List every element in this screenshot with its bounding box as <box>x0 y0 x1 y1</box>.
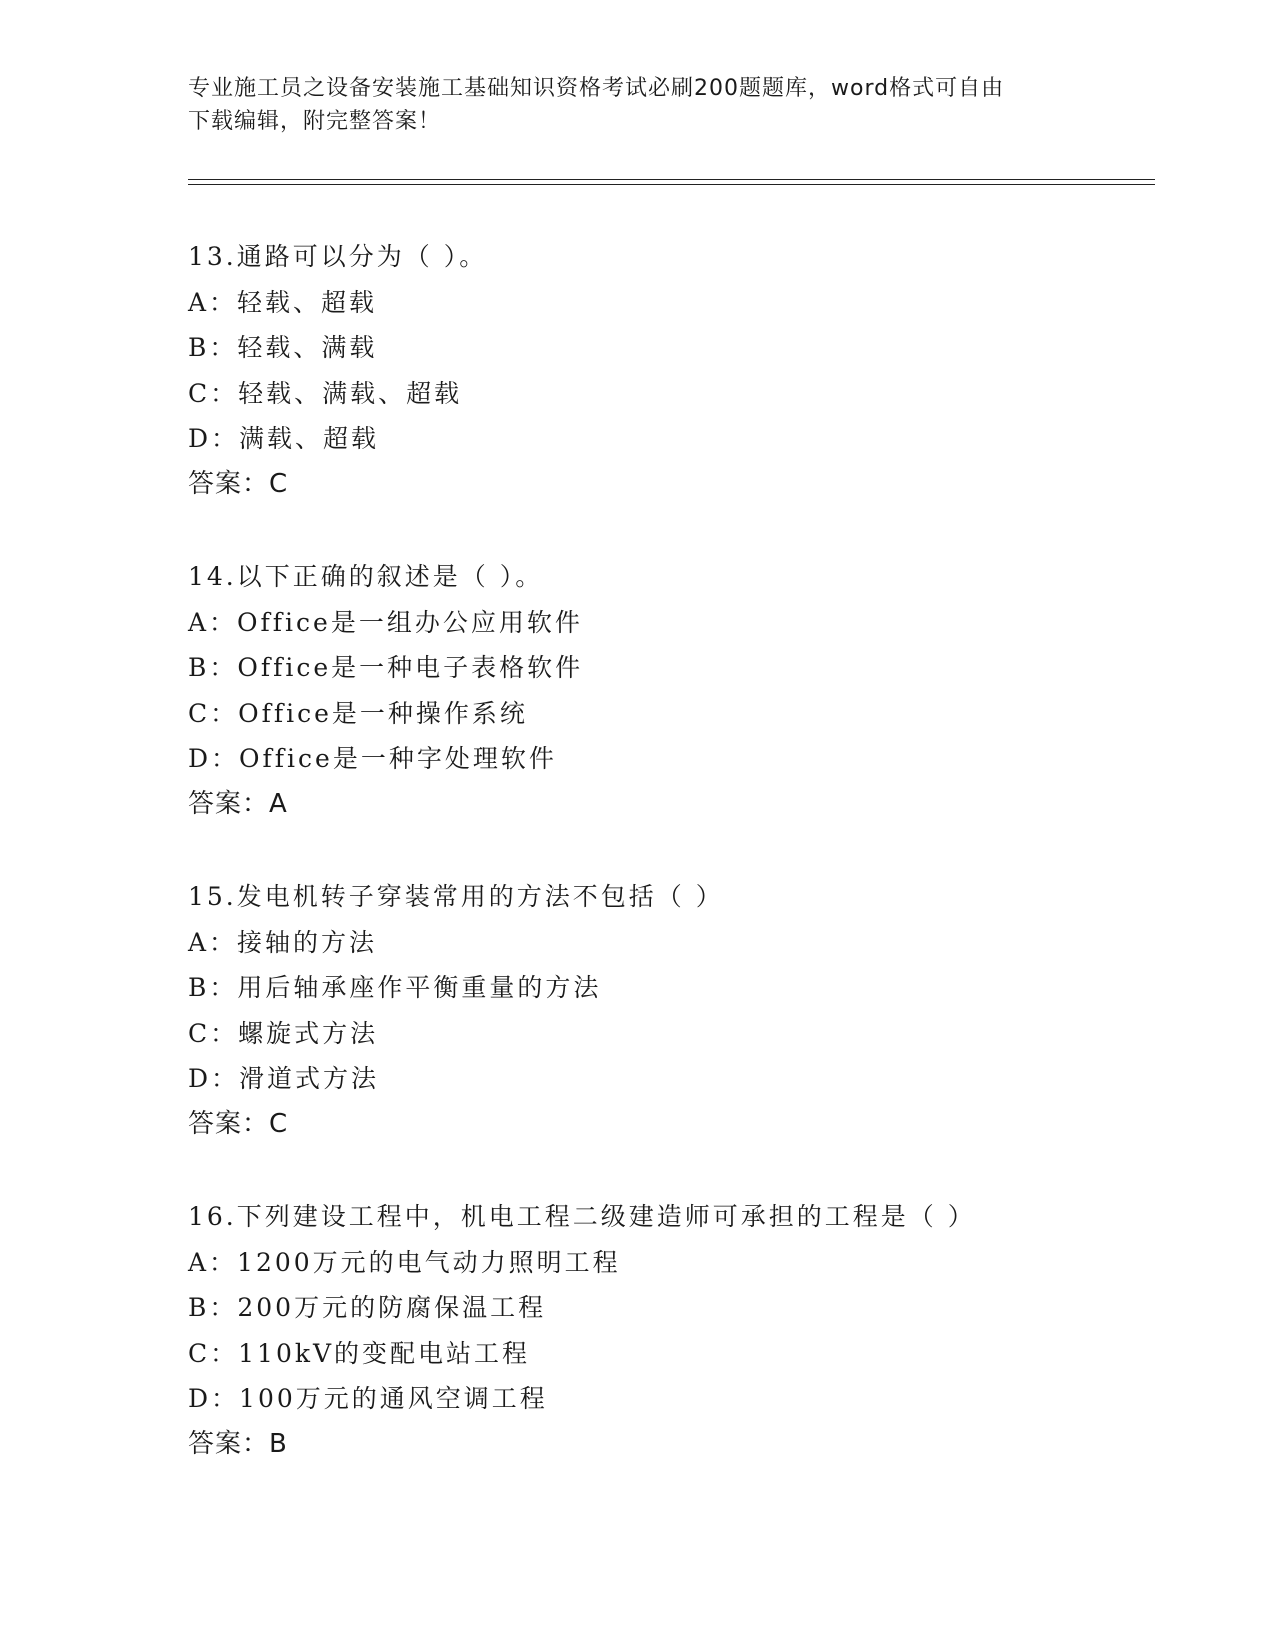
option-b: B：200万元的防腐保温工程 <box>188 1293 547 1322</box>
question-stem: 13.通路可以分为（ ）。 <box>188 242 488 271</box>
question-13 <box>188 234 1188 507</box>
question-16 <box>188 1194 1188 1467</box>
option-a: A：Office是一组办公应用软件 <box>188 607 583 637</box>
header-line-1: 专业施工员之设备安装施工基础知识资格考试必刷200题题库，word格式可自由 <box>188 76 1005 101</box>
header-divider-bottom <box>188 184 1155 185</box>
answer: 答案：A <box>188 788 288 819</box>
option-c: C：轻载、满载、超载 <box>188 378 463 408</box>
option-a: A：轻载、超载 <box>188 287 378 317</box>
option-b: B：Office是一种电子表格软件 <box>188 653 584 682</box>
question-15 <box>188 874 1188 1147</box>
option-d: D：满载、超载 <box>188 424 380 453</box>
option-a: A：接轴的方法 <box>188 927 378 957</box>
question-stem: 16.下列建设工程中，机电工程二级建造师可承担的工程是（ ） <box>188 1202 976 1231</box>
question-stem: 15.发电机转子穿装常用的方法不包括（ ） <box>188 882 724 911</box>
option-d: D：Office是一种字处理软件 <box>188 744 557 773</box>
option-a: A：1200万元的电气动力照明工程 <box>188 1247 621 1277</box>
answer: 答案：C <box>188 1108 289 1139</box>
answer: 答案：C <box>188 468 289 499</box>
question-stem: 14.以下正确的叙述是（ ）。 <box>188 562 544 591</box>
option-c: C：螺旋式方法 <box>188 1018 379 1048</box>
option-c: C：Office是一种操作系统 <box>188 698 528 728</box>
option-d: D：滑道式方法 <box>188 1064 380 1093</box>
option-c: C：110kV的变配电站工程 <box>188 1338 531 1368</box>
header-divider-top <box>188 179 1155 180</box>
question-14 <box>188 554 1188 827</box>
option-b: B：用后轴承座作平衡重量的方法 <box>188 973 602 1002</box>
answer: 答案：B <box>188 1428 288 1459</box>
header-line-2: 下载编辑，附完整答案！ <box>188 109 442 134</box>
document-header <box>188 72 1088 138</box>
option-b: B：轻载、满载 <box>188 333 378 362</box>
option-d: D：100万元的通风空调工程 <box>188 1384 548 1413</box>
